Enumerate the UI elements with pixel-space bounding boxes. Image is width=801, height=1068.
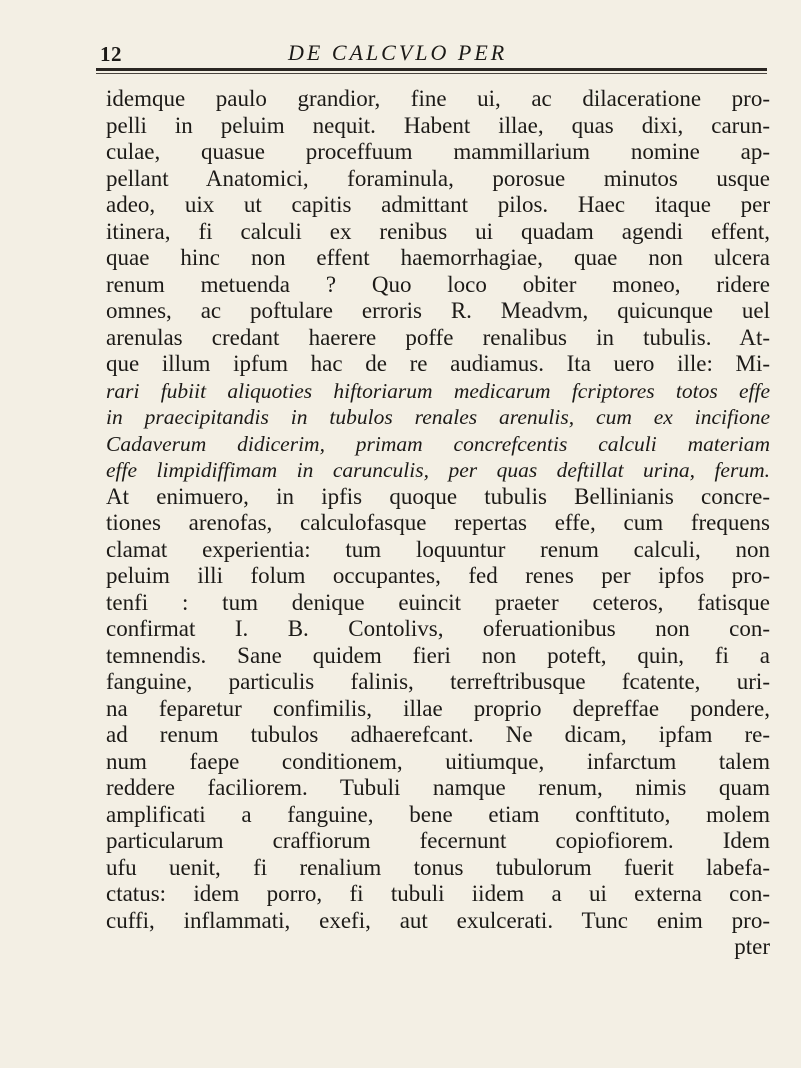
text-line: na feparetur confimilis, illae proprio depreffae pondere, — [106, 695, 770, 721]
text-line: idemque paulo grandior, fine ui, ac dilaceratione pro- — [106, 86, 770, 111]
text-line: fanguine, particulis falinis, terreftribusque fcatente, uri- — [106, 669, 770, 694]
header-rule-thin — [96, 73, 767, 74]
text-line: pellant Anatomici, foraminula, porosue minutos usque — [106, 165, 770, 191]
text-line: particularum craffiorum fecernunt copiofiorem. Idem — [106, 828, 770, 853]
text-line: temnendis. Sane quidem fieri non poteft, quin, fi a — [106, 642, 770, 668]
text-line: omnes, ac poftulare erroris R. Meadvm, quicunque uel — [106, 298, 770, 323]
text-line: amplificati a fanguine, bene etiam conftituto, molem — [106, 801, 770, 827]
text-line: itinera, fi calculi ex renibus ui quadam agendi effent, — [106, 218, 770, 244]
text-line: tiones arenofas, calculofasque repertas effe, cum frequens — [106, 510, 770, 535]
text-line: adeo, uix ut capitis admittant pilos. Haec itaque per — [106, 192, 770, 217]
text-line: At enimuero, in ipfis quoque tubulis Bellinianis concre- — [106, 483, 770, 509]
page-number: 12 — [100, 42, 122, 66]
text-line: peluim illi folum occupantes, fed renes per ipfos pro- — [106, 563, 770, 588]
text-line: rari fubiit aliquoties hiftoriarum medicarum fcriptores totos effe — [106, 378, 770, 403]
text-line: tenfi : tum denique euincit praeter ceteros, fatisque — [106, 589, 770, 615]
text-line: confirmat I. B. Contolivs, oferuationibus non con- — [106, 616, 770, 641]
text-line: effe limpidiffimam in carunculis, per quas deftillat urina, ferum. — [106, 458, 770, 482]
text-line: cuffi, inflammati, exefi, aut exulcerati. Tunc enim pro- — [106, 907, 770, 933]
text-line: Cadaverum didicerim, primam concrefcentis calculi materiam — [106, 431, 770, 456]
text-line: num faepe conditionem, uitiumque, infarctum talem — [106, 748, 770, 774]
text-line: pelli in peluim nequit. Habent illae, quas dixi, carun- — [106, 112, 770, 138]
text-line: reddere faciliorem. Tubuli namque renum, nimis quam — [106, 775, 770, 800]
body-text — [106, 86, 770, 961]
header-rule — [96, 68, 767, 71]
text-line: pter — [734, 934, 770, 959]
text-line: arenulas credant haerere poffe renalibus in tubulis. At- — [106, 324, 770, 350]
text-line: clamat experientia: tum loquuntur renum calculi, non — [106, 536, 770, 562]
text-line: que illum ipfum hac de re audiamus. Ita uero ille: Mi- — [106, 351, 770, 376]
text-line: ufu uenit, fi renalium tonus tubulorum fuerit labefa- — [106, 854, 770, 880]
text-line: in praecipitandis in tubulos renales arenulis, cum ex incifione — [106, 405, 770, 429]
text-line: ad renum tubulos adhaerefcant. Ne dicam, ipfam re- — [106, 722, 770, 747]
text-line: renum metuenda ? Quo loco obiter moneo, ridere — [106, 271, 770, 297]
running-head: DE CALCVLO PER — [288, 40, 508, 65]
text-line: ctatus: idem porro, fi tubuli iidem a ui externa con- — [106, 881, 770, 906]
text-line: culae, quasue proceffuum mammillarium nomine ap- — [106, 139, 770, 164]
text-line: quae hinc non effent haemorrhagiae, quae non ulcera — [106, 245, 770, 270]
